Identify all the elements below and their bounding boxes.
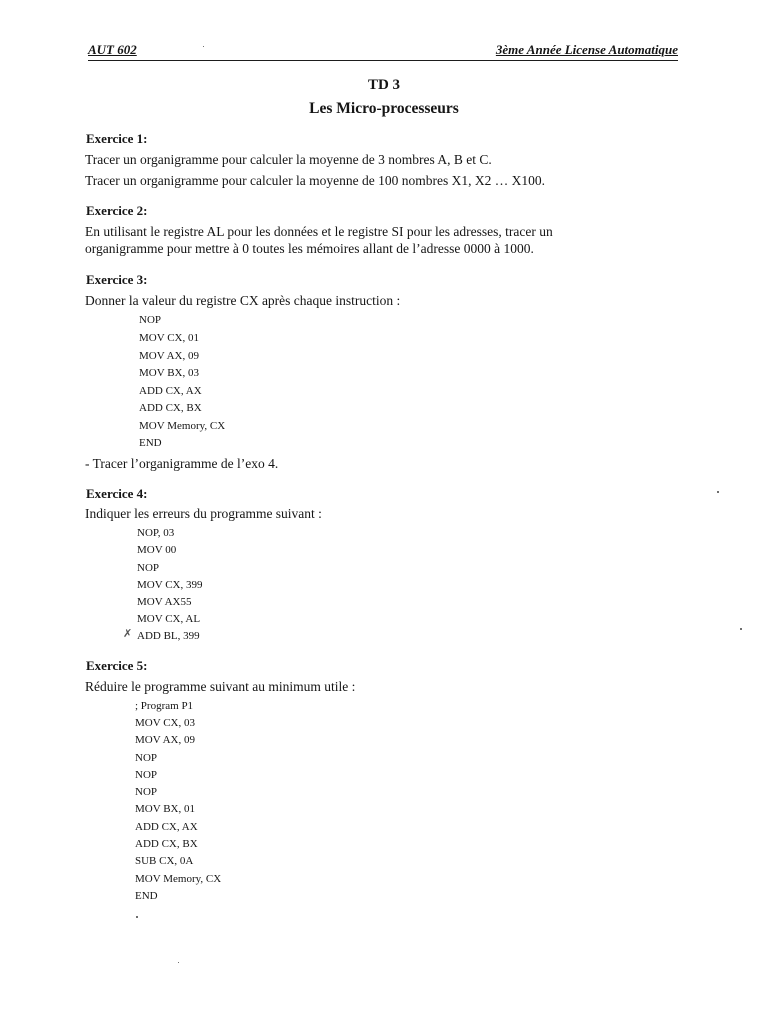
code-line: NOP <box>135 786 158 798</box>
scan-speck <box>203 46 204 47</box>
exercise-3-note: - Tracer l’organigramme de l’exo 4. <box>85 456 279 471</box>
code-line: ADD CX, AX <box>135 821 198 833</box>
code-line: ADD CX, BX <box>139 402 202 414</box>
code-line: ; Program P1 <box>135 700 194 712</box>
scan-speck <box>136 916 138 918</box>
code-line: MOV BX, 01 <box>135 803 196 815</box>
exercise-2-title: Exercice 2: <box>86 203 148 218</box>
exercise-4-title: Exercice 4: <box>86 486 148 501</box>
code-line: MOV AX, 09 <box>135 734 196 746</box>
code-line: MOV CX, 399 <box>137 579 203 591</box>
code-line: MOV BX, 03 <box>139 367 200 379</box>
document-title: TD 3 <box>367 77 401 93</box>
exercise-1-line: Tracer un organigramme pour calculer la moyenne de 3 nombres A, B et C. <box>85 152 492 167</box>
exercise-3-title: Exercice 3: <box>86 272 148 287</box>
code-line: END <box>135 890 158 902</box>
code-line: MOV CX, 01 <box>139 332 200 344</box>
scan-speck <box>740 628 742 630</box>
exercise-5-title: Exercice 5: <box>86 658 148 673</box>
code-line: NOP <box>135 769 158 781</box>
code-line: NOP, 03 <box>137 527 175 539</box>
scan-speck <box>178 962 179 963</box>
exercise-1-title: Exercice 1: <box>86 131 148 146</box>
code-line: NOP <box>139 314 162 326</box>
code-line: MOV CX, 03 <box>135 717 196 729</box>
exercise-3-intro: Donner la valeur du registre CX après chaque instruction : <box>85 293 401 308</box>
code-line: END <box>139 437 162 449</box>
code-line: NOP <box>137 562 160 574</box>
code-line: MOV AX55 <box>137 596 192 608</box>
code-line: MOV Memory, CX <box>139 420 226 432</box>
course-code: AUT 602 <box>88 42 137 57</box>
code-line: SUB CX, 0A <box>135 855 194 867</box>
scan-speck <box>717 491 719 493</box>
code-line: ADD CX, BX <box>135 838 198 850</box>
code-line: MOV CX, AL <box>137 613 201 625</box>
exercise-2-line: En utilisant le registre AL pour les données et le registre SI pour les adresses, tracer un <box>85 224 553 239</box>
code-line: MOV AX, 09 <box>139 350 200 362</box>
exercise-4-intro: Indiquer les erreurs du programme suivant : <box>85 506 322 521</box>
course-level: 3ème Année License Automatique <box>495 42 678 57</box>
code-line: NOP <box>135 752 158 764</box>
handwritten-check-mark: ✗ <box>123 628 133 640</box>
exercise-2-line: organigramme pour mettre à 0 toutes les mémoires allant de l’adresse 0000 à 1000. <box>85 241 534 256</box>
exercise-5-intro: Réduire le programme suivant au minimum utile : <box>85 679 356 694</box>
document-subtitle: Les Micro-processeurs <box>309 100 459 117</box>
page-header <box>88 40 678 61</box>
code-line: MOV 00 <box>137 544 177 556</box>
code-line: ADD CX, AX <box>139 385 202 397</box>
code-line: ADD BL, 399 <box>137 630 200 642</box>
exercise-1-line: Tracer un organigramme pour calculer la moyenne de 100 nombres X1, X2 … X100. <box>85 173 546 188</box>
code-line: MOV Memory, CX <box>135 873 222 885</box>
